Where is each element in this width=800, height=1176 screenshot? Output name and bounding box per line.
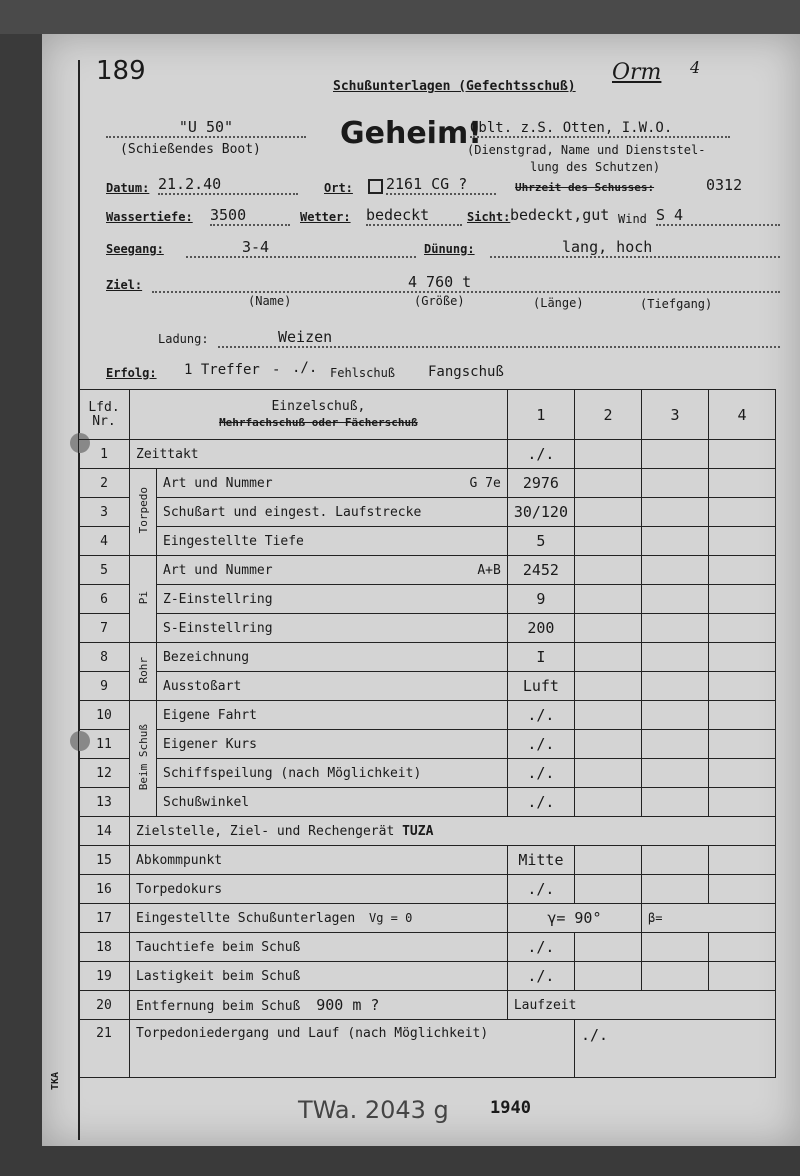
handwritten-signature: Orm [612, 60, 662, 85]
sicht-value: bedeckt,gut [510, 206, 610, 224]
table-row: 3 Schußart und eingest. Laufstrecke 30/120 [79, 498, 776, 527]
shot-data-table [78, 389, 776, 1078]
ort-label: Ort: [324, 181, 353, 195]
square-symbol-icon [368, 179, 383, 194]
uhrzeit-value: 0312 [706, 176, 743, 194]
laenge-sublabel: (Länge) [533, 296, 584, 310]
boat-field: "U 50" [106, 118, 306, 138]
table-row: 13 Schußwinkel ./. [79, 788, 776, 817]
ziel-value: 4 760 t [152, 273, 780, 293]
erfolg-mark: ./. [292, 360, 318, 376]
seegang-value: 3-4 [186, 238, 416, 258]
header-col-4: 4 [709, 390, 776, 440]
header-col-1: 1 [507, 390, 574, 440]
ort-value: 2161 CG ? [386, 175, 496, 195]
form-title: Schußunterlagen (Gefechtsschuß) [333, 79, 576, 94]
erfolg-fangschuss: Fangschuß [428, 364, 504, 380]
wassertiefe-label: Wassertiefe: [106, 210, 193, 224]
table-row: 18 Tauchtiefe beim Schuß ./. [79, 933, 776, 962]
table-row: 1 Zeittakt ./. [79, 440, 776, 469]
boat-label: (Schießendes Boot) [120, 142, 261, 157]
table-row: 5 Pi Art und Nummer A+B 2452 [79, 556, 776, 585]
group-torpedo: Torpedo [130, 469, 157, 556]
uhrzeit-label: Uhrzeit des Schusses: [515, 181, 655, 194]
officer-field: Oblt. z.S. Otten, I.W.O. [470, 120, 730, 138]
table-row: 20 Entfernung beim Schuß 900 m ? Laufzeit [79, 991, 776, 1020]
header-col-3: 3 [642, 390, 709, 440]
table-row: 11 Eigener Kurs ./. [79, 730, 776, 759]
erfolg-dash: - [272, 362, 281, 378]
erfolg-fehlschuss: Fehlschuß [330, 366, 396, 380]
table-row: 21 Torpedoniedergang und Lauf (nach Möglichkeit) ./. [79, 1020, 776, 1078]
groesse-sublabel: (Größe) [414, 294, 465, 308]
wetter-value: bedeckt [366, 206, 462, 226]
table-row: 12 Schiffspeilung (nach Möglichkeit) ./. [79, 759, 776, 788]
table-row: 8 Rohr Bezeichnung I [79, 643, 776, 672]
table-row: 15 Abkommpunkt Mitte [79, 846, 776, 875]
ladung-value: Weizen [218, 328, 780, 348]
table-row: 10 Beim Schuß Eigene Fahrt ./. [79, 701, 776, 730]
tiefgang-sublabel: (Tiefgang) [640, 297, 713, 311]
table-row: 17 Eingestellte Schußunterlagen Vg = 0 γ= 90° β= [79, 904, 776, 933]
header-einzelschuss: Einzelschuß, Mehrfachschuß oder Fächerschuß [130, 390, 508, 440]
duenung-value: lang, hoch [490, 238, 780, 258]
archive-stamp: TWa. 2043 g [298, 1096, 449, 1124]
header-col-2: 2 [575, 390, 642, 440]
table-row: 19 Lastigkeit beim Schuß ./. [79, 962, 776, 991]
datum-label: Datum: [106, 181, 150, 195]
table-row: 9 Ausstoßart Luft [79, 672, 776, 701]
sicht-label: Sicht: [467, 210, 511, 224]
scanner-border [0, 0, 800, 34]
table-row: 4 Eingestellte Tiefe 5 [79, 527, 776, 556]
group-pi: Pi [130, 556, 157, 643]
side-label: TKA [50, 1071, 61, 1090]
officer-label-1: (Dienstgrad, Name und Dienststel- [467, 143, 706, 157]
name-sublabel: (Name) [248, 294, 292, 308]
table-row: 7 S-Einstellring 200 [79, 614, 776, 643]
group-beim-schuss: Beim Schuß [130, 701, 157, 817]
table-row: 2 Torpedo Art und Nummer G 7e 2976 [79, 469, 776, 498]
ladung-label: Ladung: [158, 332, 209, 346]
wassertiefe-value: 3500 [210, 206, 290, 226]
secret-stamp: Geheim! [340, 116, 482, 151]
erfolg-treffer: 1 Treffer [184, 362, 260, 378]
sheet-number: 4 [690, 58, 701, 77]
header-lfd-nr: Lfd. Nr. [79, 390, 130, 440]
group-rohr: Rohr [130, 643, 157, 701]
wind-label: Wind [618, 212, 647, 226]
duenung-label: Dünung: [424, 242, 475, 256]
datum-value: 21.2.40 [158, 175, 298, 195]
officer-label-2: lung des Schutzen) [530, 160, 661, 174]
wind-value: S 4 [656, 206, 780, 226]
table-row: 6 Z-Einstellring 9 [79, 585, 776, 614]
page-number: 189 [96, 56, 146, 86]
ziel-label: Ziel: [106, 278, 143, 292]
erfolg-label: Erfolg: [106, 366, 157, 380]
table-row: 16 Torpedokurs ./. [79, 875, 776, 904]
wetter-label: Wetter: [300, 210, 351, 224]
seegang-label: Seegang: [106, 242, 164, 256]
archive-year: 1940 [490, 1098, 531, 1118]
table-row: 14 Zielstelle, Ziel- und Rechengerät TUZA [79, 817, 776, 846]
